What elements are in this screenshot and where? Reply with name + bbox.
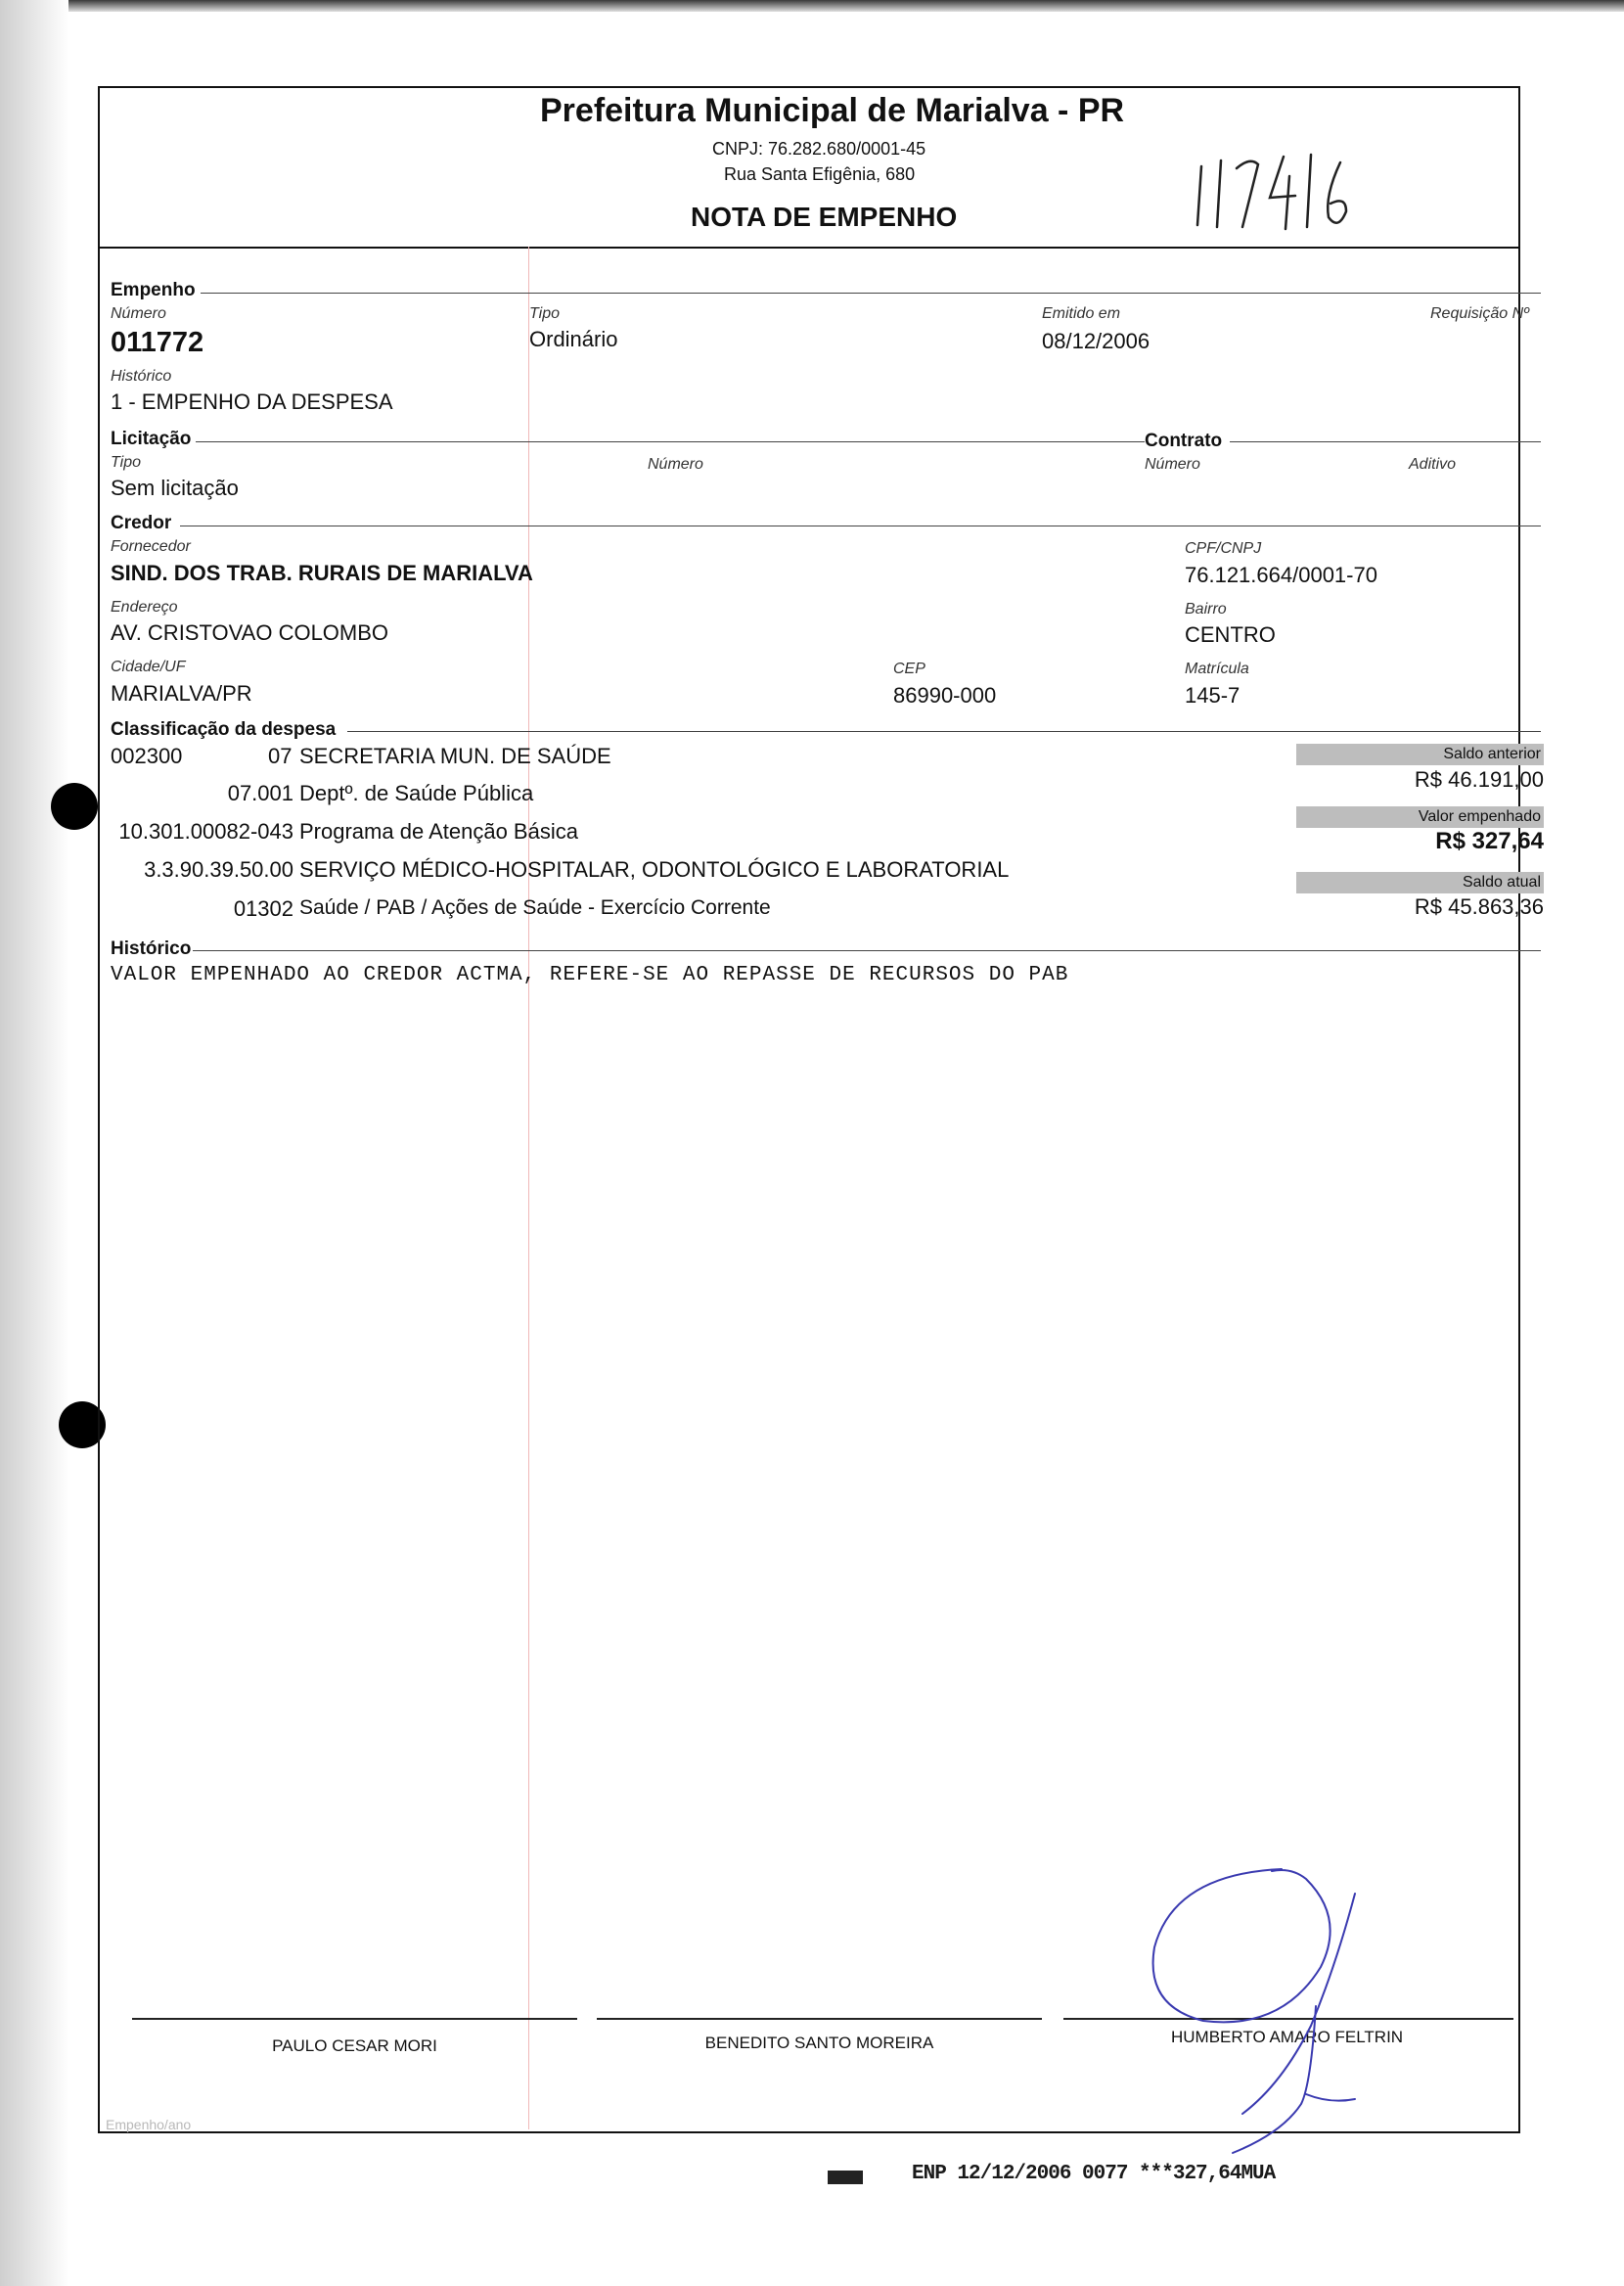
class-desc: Saúde / PAB / Ações de Saúde - Exercício Corrente bbox=[299, 896, 771, 919]
cep: 86990-000 bbox=[893, 683, 997, 708]
header-divider bbox=[98, 247, 1518, 249]
empenho-historico: 1 - EMPENHO DA DESPESA bbox=[111, 389, 393, 414]
saldo-anterior: R$ 46.191,00 bbox=[1414, 767, 1544, 792]
licitacao-tipo-label: Tipo bbox=[111, 454, 141, 471]
punch-hole bbox=[51, 783, 98, 830]
empenho-tipo: Ordinário bbox=[529, 327, 618, 351]
signature-line bbox=[597, 2018, 1042, 2020]
print-stamp: ENP 12/12/2006 0077 ***327,64MUA bbox=[912, 2163, 1276, 2185]
fornecedor: SIND. DOS TRAB. RURAIS DE MARIALVA bbox=[111, 561, 533, 585]
saldo-atual-bar bbox=[1296, 872, 1544, 893]
section-contrato: Contrato bbox=[1145, 431, 1223, 451]
signatory-name: PAULO CESAR MORI bbox=[272, 2036, 437, 2055]
class-desc: Deptº. de Saúde Pública bbox=[299, 781, 534, 805]
endereco-label: Endereço bbox=[111, 599, 178, 616]
licitacao-numero-label: Número bbox=[648, 456, 703, 473]
emitido-date: 08/12/2006 bbox=[1042, 329, 1150, 353]
section-rule bbox=[201, 293, 1541, 294]
valor-empenhado-bar bbox=[1296, 806, 1544, 828]
valor-empenhado-label: Valor empenhado bbox=[1418, 808, 1541, 825]
scan-top-shadow bbox=[0, 0, 1624, 12]
matricula-label: Matrícula bbox=[1185, 661, 1249, 677]
section-licitacao: Licitação bbox=[111, 429, 192, 449]
class-desc: Programa de Atenção Básica bbox=[299, 819, 578, 844]
cpf-cnpj: 76.121.664/0001-70 bbox=[1185, 563, 1377, 587]
handwritten-number bbox=[1194, 147, 1370, 245]
address: Rua Santa Efigênia, 680 bbox=[724, 164, 916, 184]
section-rule bbox=[193, 950, 1541, 951]
handwritten-signature bbox=[1135, 1859, 1389, 2172]
empenho-numero: 011772 bbox=[111, 327, 204, 358]
class-code: 01302 bbox=[233, 896, 293, 921]
endereco: AV. CRISTOVAO COLOMBO bbox=[111, 620, 389, 645]
contrato-aditivo-label: Aditivo bbox=[1409, 456, 1457, 473]
class-code: 07.001 bbox=[227, 781, 293, 805]
saldo-anterior-bar bbox=[1296, 744, 1544, 765]
class-desc: SECRETARIA MUN. DE SAÚDE bbox=[299, 744, 611, 768]
scan-red-guideline bbox=[528, 247, 529, 2129]
doc-title: NOTA DE EMPENHO bbox=[691, 202, 958, 232]
saldo-anterior-label: Saldo anterior bbox=[1443, 746, 1541, 762]
section-classificacao: Classificação da despesa bbox=[111, 719, 337, 740]
section-historico: Histórico bbox=[111, 938, 192, 959]
valor-empenhado: R$ 327,64 bbox=[1435, 828, 1544, 854]
barcode-mark bbox=[828, 2171, 863, 2184]
faint-code: Empenho/ano bbox=[106, 2117, 192, 2132]
section-rule bbox=[1230, 441, 1541, 442]
bairro-label: Bairro bbox=[1185, 601, 1227, 617]
requisicao-label: Requisição Nº bbox=[1430, 305, 1529, 322]
bairro: CENTRO bbox=[1185, 622, 1276, 647]
contrato-numero-label: Número bbox=[1145, 456, 1200, 473]
section-rule bbox=[347, 731, 1541, 732]
section-rule bbox=[196, 441, 1145, 442]
fornecedor-label: Fornecedor bbox=[111, 538, 191, 555]
cnpj: CNPJ: 76.282.680/0001-45 bbox=[712, 139, 926, 159]
signature-line bbox=[132, 2018, 577, 2020]
signatory-name: HUMBERTO AMARO FELTRIN bbox=[1171, 2028, 1404, 2046]
tipo-label: Tipo bbox=[529, 305, 560, 322]
emitido-label: Emitido em bbox=[1042, 305, 1121, 322]
page-title: Prefeitura Municipal de Marialva - PR bbox=[540, 92, 1125, 129]
saldo-atual: R$ 45.863,36 bbox=[1414, 894, 1544, 919]
class-sub: 07 bbox=[268, 744, 293, 768]
class-desc: SERVIÇO MÉDICO-HOSPITALAR, ODONTOLÓGICO E LABORATORIAL bbox=[299, 857, 1010, 882]
saldo-atual-label: Saldo atual bbox=[1462, 874, 1541, 891]
cidade: MARIALVA/PR bbox=[111, 681, 252, 706]
class-code: 002300 bbox=[111, 744, 183, 768]
class-code: 10.301.00082-043 bbox=[118, 819, 293, 844]
licitacao-tipo: Sem licitação bbox=[111, 476, 239, 500]
cep-label: CEP bbox=[893, 661, 925, 677]
matricula: 145-7 bbox=[1185, 683, 1241, 708]
class-code: 3.3.90.39.50.00 bbox=[144, 857, 293, 882]
cidade-label: Cidade/UF bbox=[111, 659, 186, 675]
scan-left-shadow bbox=[0, 0, 68, 2286]
historico-label: Histórico bbox=[111, 368, 172, 385]
section-empenho: Empenho bbox=[111, 280, 196, 300]
cpf-label: CPF/CNPJ bbox=[1185, 540, 1262, 557]
section-credor: Credor bbox=[111, 513, 172, 533]
numero-label: Número bbox=[111, 305, 166, 322]
historico-text: VALOR EMPENHADO AO CREDOR ACTMA, REFERE-SE AO REPASSE DE RECURSOS DO PAB bbox=[111, 964, 1069, 986]
signatory-name: BENEDITO SANTO MOREIRA bbox=[704, 2034, 934, 2052]
